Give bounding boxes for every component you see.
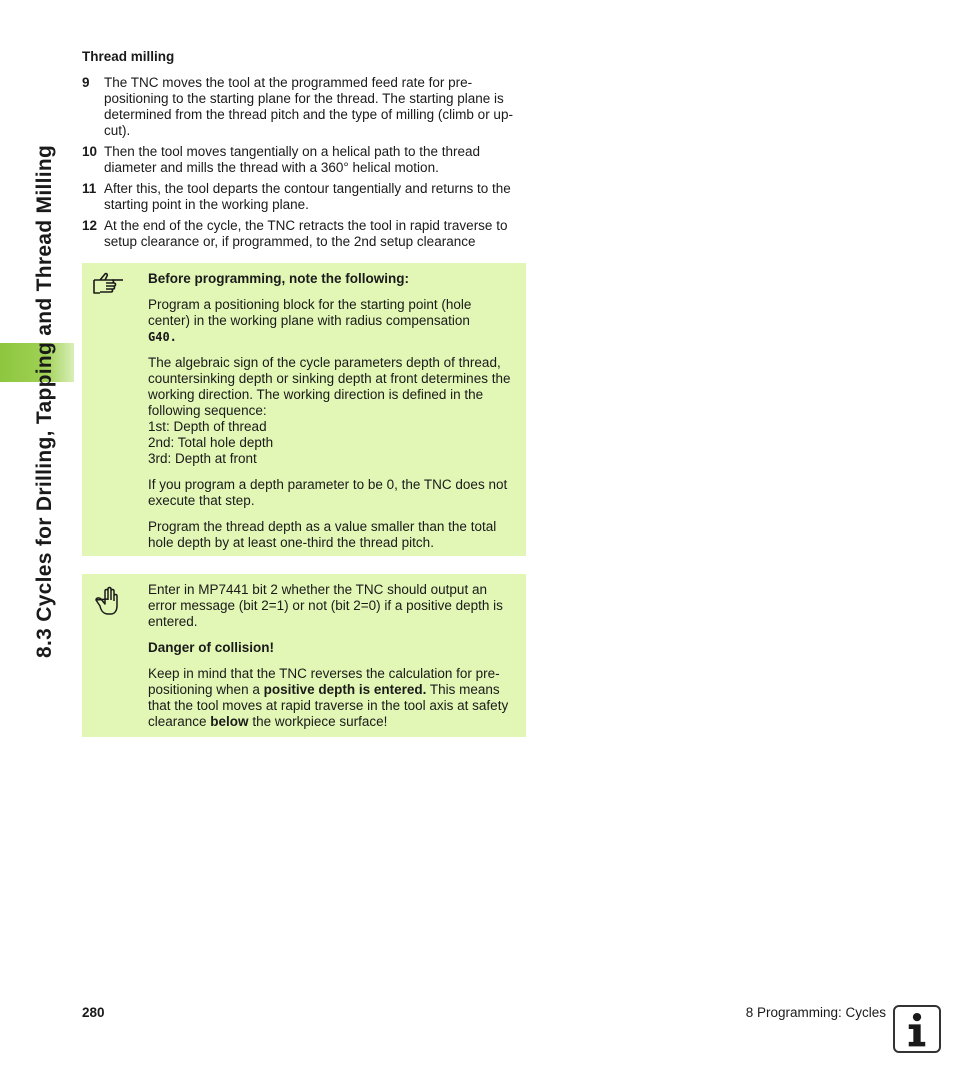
warning-note-box (82, 574, 526, 737)
programming-note-box (82, 263, 526, 556)
note-paragraph: Enter in MP7441 bit 2 whether the TNC should output an error message (bit 2=1) or not (bit 2=0) if a positive depth is entered. (148, 582, 503, 629)
step-number: 11 (82, 181, 97, 196)
main-content (82, 49, 526, 255)
step-text: The TNC moves the tool at the programmed feed rate for pre-positioning to the starting plane for the thread. The starting plane is determined from the thread pitch and the type of milling (climb or up-cut). (104, 75, 513, 138)
note-paragraph (148, 666, 516, 730)
step-number: 12 (82, 218, 98, 233)
step-number: 10 (82, 144, 98, 159)
step-list (82, 75, 526, 250)
danger-heading: Danger of collision! (148, 640, 275, 655)
step-text: Then the tool moves tangentially on a helical path to the thread diameter and mills the thread with a 360° helical motion. (104, 144, 480, 175)
list-item (82, 144, 526, 176)
note-text: the workpiece surface! (248, 714, 388, 729)
raised-hand-warning-icon (92, 586, 126, 616)
footer-chapter-title: 8 Programming: Cycles (745, 1005, 886, 1020)
info-icon (893, 1005, 941, 1053)
note-text: This means that the tool moves at rapid traverse in the tool axis at safety clearance (148, 682, 509, 729)
code-text: G40. (148, 330, 177, 344)
section-heading: Thread milling (82, 49, 175, 64)
sequence-line: 2nd: Total hole depth (148, 435, 274, 450)
step-text: After this, the tool departs the contour tangentially and returns to the starting point in the working plane. (104, 181, 511, 212)
list-item (82, 75, 526, 139)
note-heading: Before programming, note the following: (148, 271, 409, 286)
note-text: Program a positioning block for the starting point (hole center) in the working plane with radius compensation (148, 297, 472, 328)
step-text: At the end of the cycle, the TNC retracts the tool in rapid traverse to setup clearance or, if programmed, to the 2nd setup clearance (104, 218, 508, 249)
note-paragraph (148, 297, 516, 345)
list-item (82, 181, 526, 213)
pointing-hand-icon (92, 271, 126, 301)
note-paragraph: Program the thread depth as a value smaller than the total hole depth by at least one-third the thread pitch. (148, 519, 497, 550)
sequence-line: 3rd: Depth at front (148, 451, 257, 466)
note-paragraph (148, 355, 516, 467)
emphasis-text: below (210, 714, 249, 729)
note-paragraph: If you program a depth parameter to be 0, the TNC does not execute that step. (148, 477, 508, 508)
list-item (82, 218, 526, 250)
note-text: The algebraic sign of the cycle parameters depth of thread, countersinking depth or sinking depth at front determines the working direction. The working direction is defined in the following sequence: (148, 355, 511, 418)
page-number: 280 (82, 1005, 105, 1020)
emphasis-text: positive depth is entered. (263, 682, 427, 697)
sidebar-section-title: 8.3 Cycles for Drilling, Tapping and Thread Milling (33, 144, 56, 658)
sequence-line: 1st: Depth of thread (148, 419, 267, 434)
note-text: Keep in mind that the TNC reverses the calculation for pre-positioning when a (148, 666, 500, 697)
step-number: 9 (82, 75, 90, 90)
